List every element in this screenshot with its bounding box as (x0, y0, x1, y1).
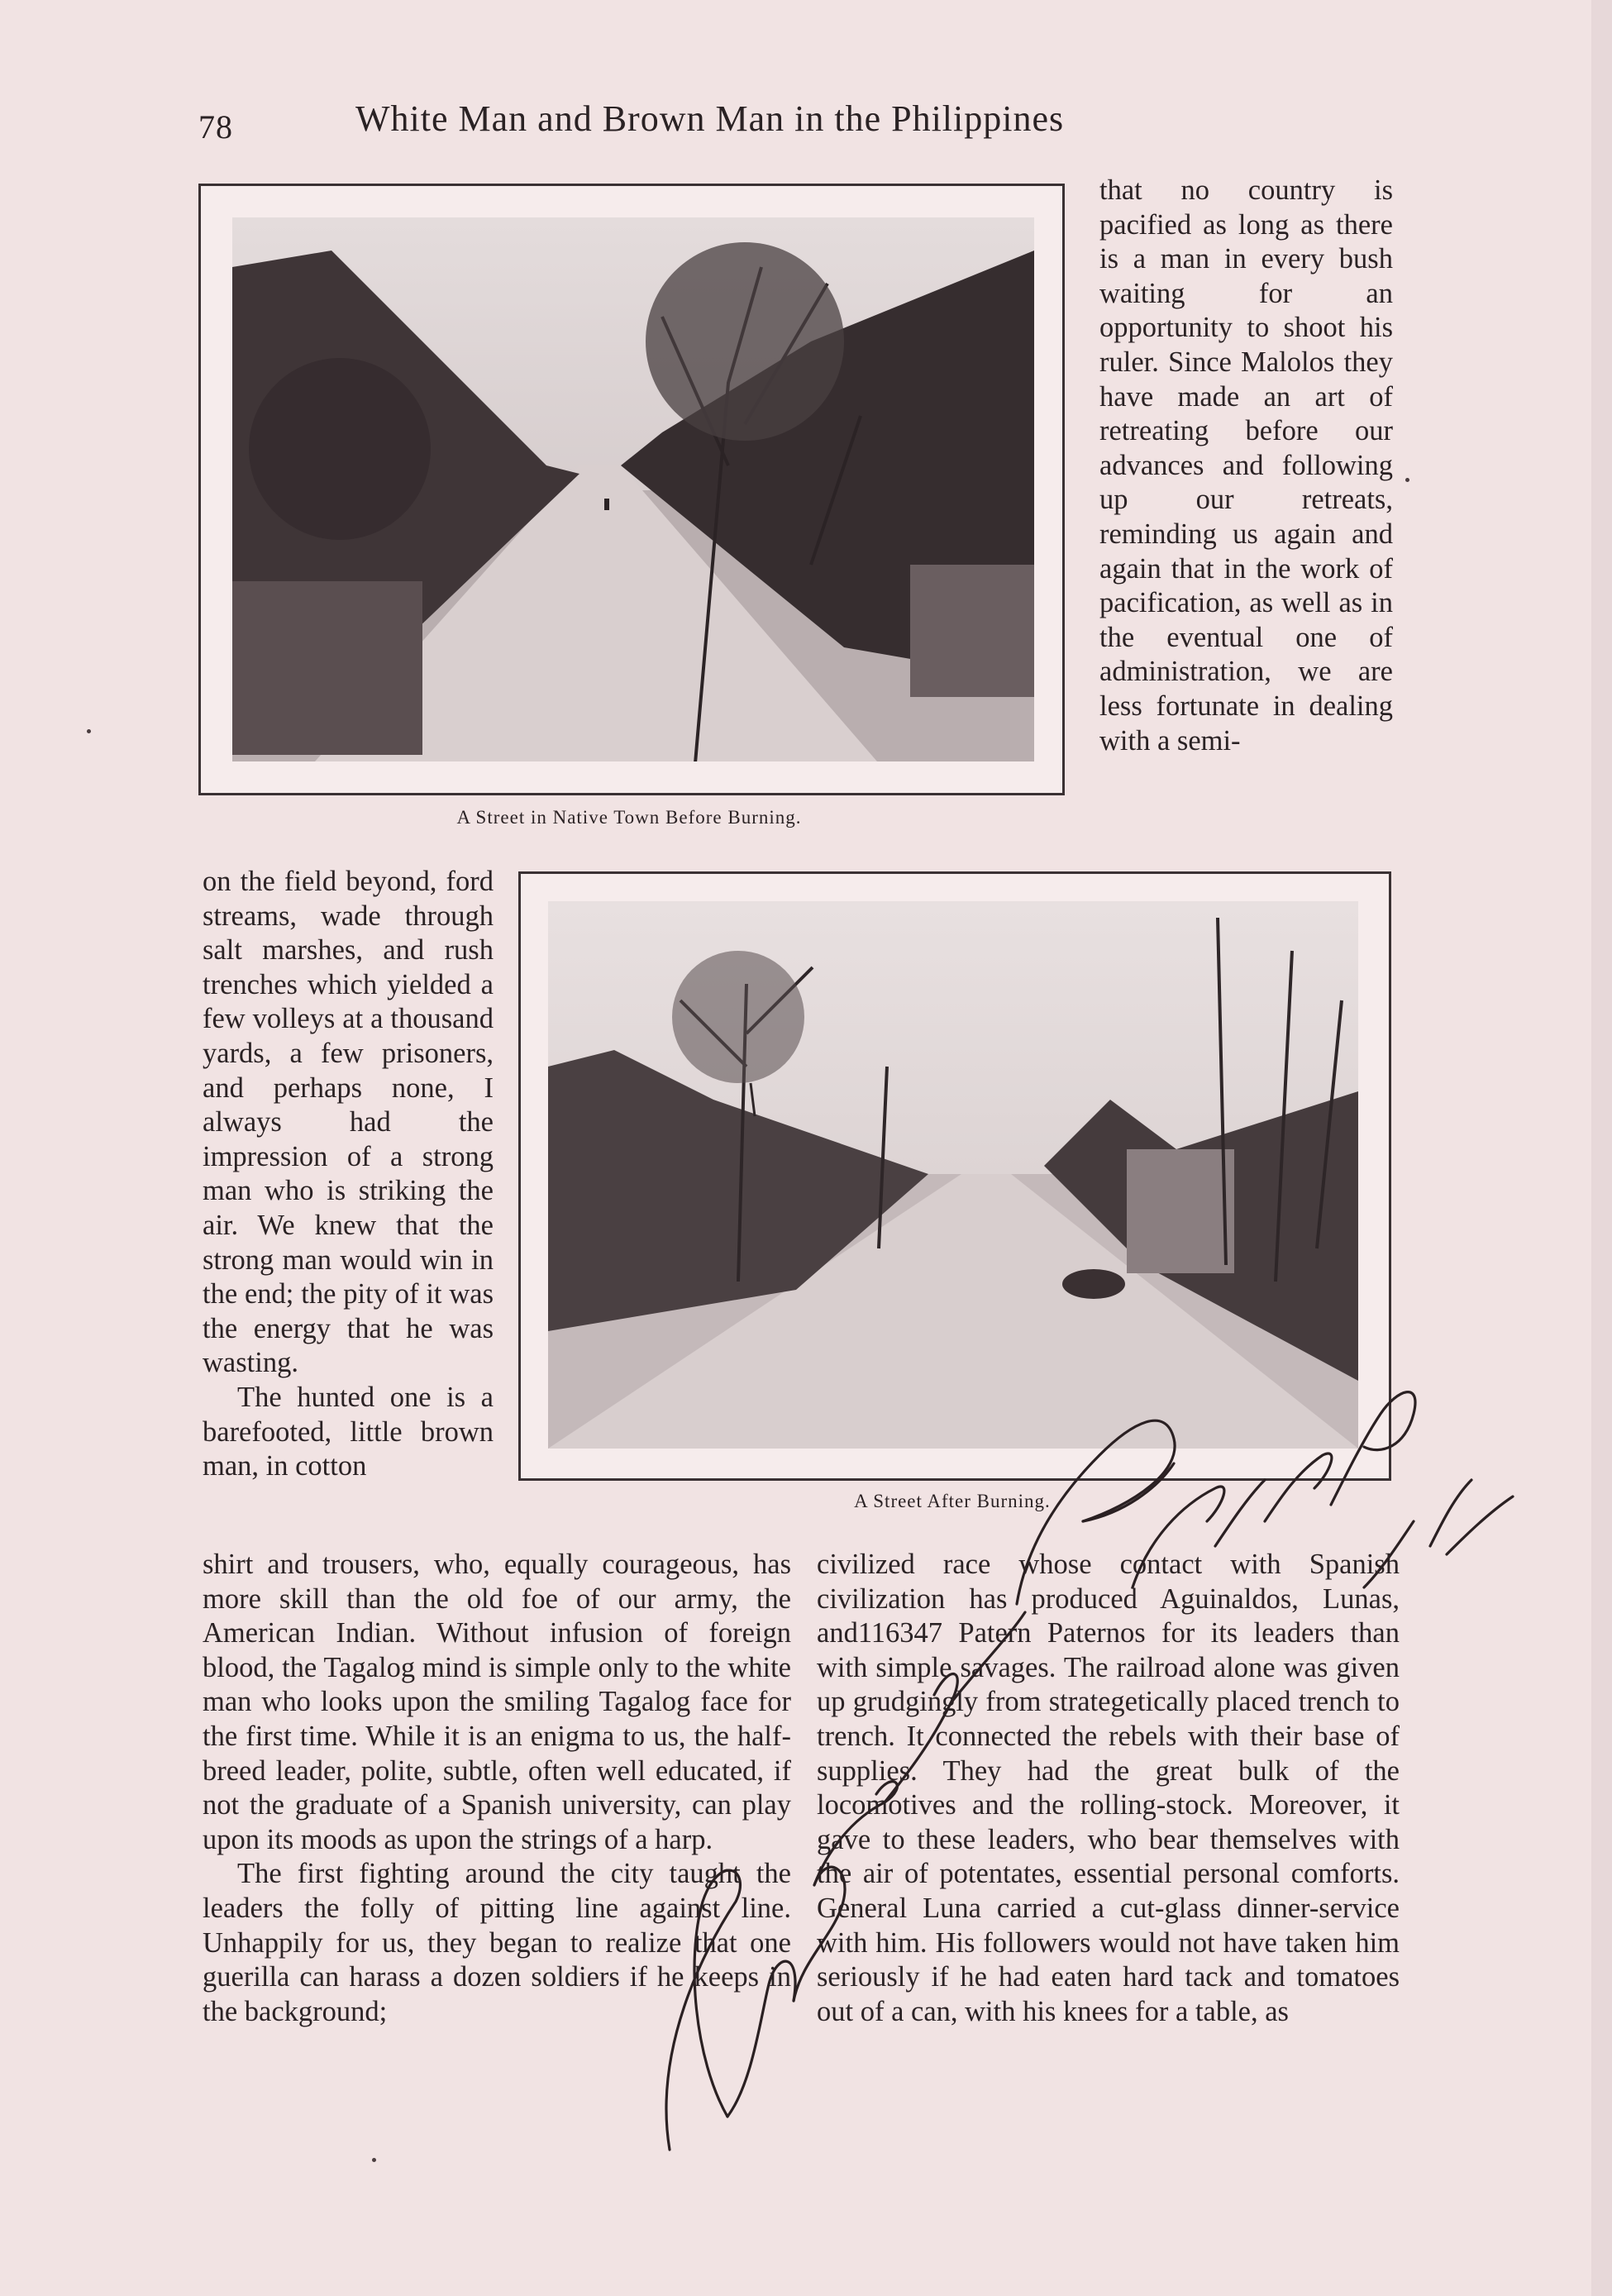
page-speck (1405, 478, 1409, 482)
page-edge (1591, 0, 1612, 2296)
text-col-left-middle (203, 865, 494, 1484)
paragraph: that no country is pacified as long as there is a man in every bush waiting for an opportunity to shoot his ruler. Since Malolos they have made an art of retreating before our advances and following up our retreats, reminding us again and again that in the work of pacification, as well as in the eventual one of administration, we are less fortunate in dealing with a semi- (1099, 174, 1393, 757)
text-col-right-top (1099, 174, 1393, 758)
page-number: 78 (198, 108, 233, 146)
page-speck (87, 729, 91, 733)
figure-after-burning (518, 871, 1391, 1481)
text-col-left-bottom (203, 1548, 791, 2029)
running-title: White Man and Brown Man in the Philippines (355, 98, 1065, 139)
paragraph: The first fighting around the city taught the leaders the folly of pitting line against line. Unhappily for us, they began to realize that one guerilla can harass a dozen soldiers if he keeps in the background; (203, 1858, 791, 2027)
figure-before-burning (198, 184, 1065, 795)
paragraph: civilized race whose contact with Spanish civilization has produced Aguinaldos, Lunas, and116347 Patern Paternos for its leaders than with simple savages. The railroad alone was given up grudgingly from strategetically placed trench to trench. It connected the rebels with their base of supplies. They had the great bulk of the locomotives and the rolling-stock. Moreover, it gave to these leaders, who bear themselves with the air of potentates, essential personal comforts. General Luna carried a cut-glass dinner-service with him. His followers would not have taken him seriously if he had eaten hard tack and tomatoes out of a can, with his knees for a table, as (817, 1549, 1400, 2027)
paragraph: The hunted one is a barefooted, little brown man, in cotton (203, 1381, 494, 1482)
page-header (198, 98, 1397, 155)
page-speck (372, 2158, 376, 2162)
figure-caption: A Street in Native Town Before Burning. (456, 807, 802, 828)
figure-caption: A Street After Burning. (854, 1491, 1051, 1511)
paragraph: shirt and trousers, who, equally courageous, has more skill than the old foe of our army, the American Indian. Without infusion of foreign blood, the Tagalog mind is simple only to the white man who looks upon the smiling Tagalog face for the first time. While it is an enigma to us, the half-breed leader, polite, subtle, often well educated, if not the graduate of a Spanish university, can play upon its moods as upon the strings of a harp. (203, 1549, 791, 1855)
photo-street-before-burning (232, 217, 1034, 761)
text-col-right-bottom (817, 1548, 1400, 2029)
paragraph: on the field beyond, ford streams, wade through salt marshes, and rush trenches which yielded a few volleys at a thousand yards, a few prisoners, and perhaps none, I always had the impression of a strong man who is striking the air. We knew that the strong man would win in the end; the pity of it was the energy that he was wasting. (203, 866, 494, 1379)
photo-street-after-burning (548, 901, 1358, 1449)
